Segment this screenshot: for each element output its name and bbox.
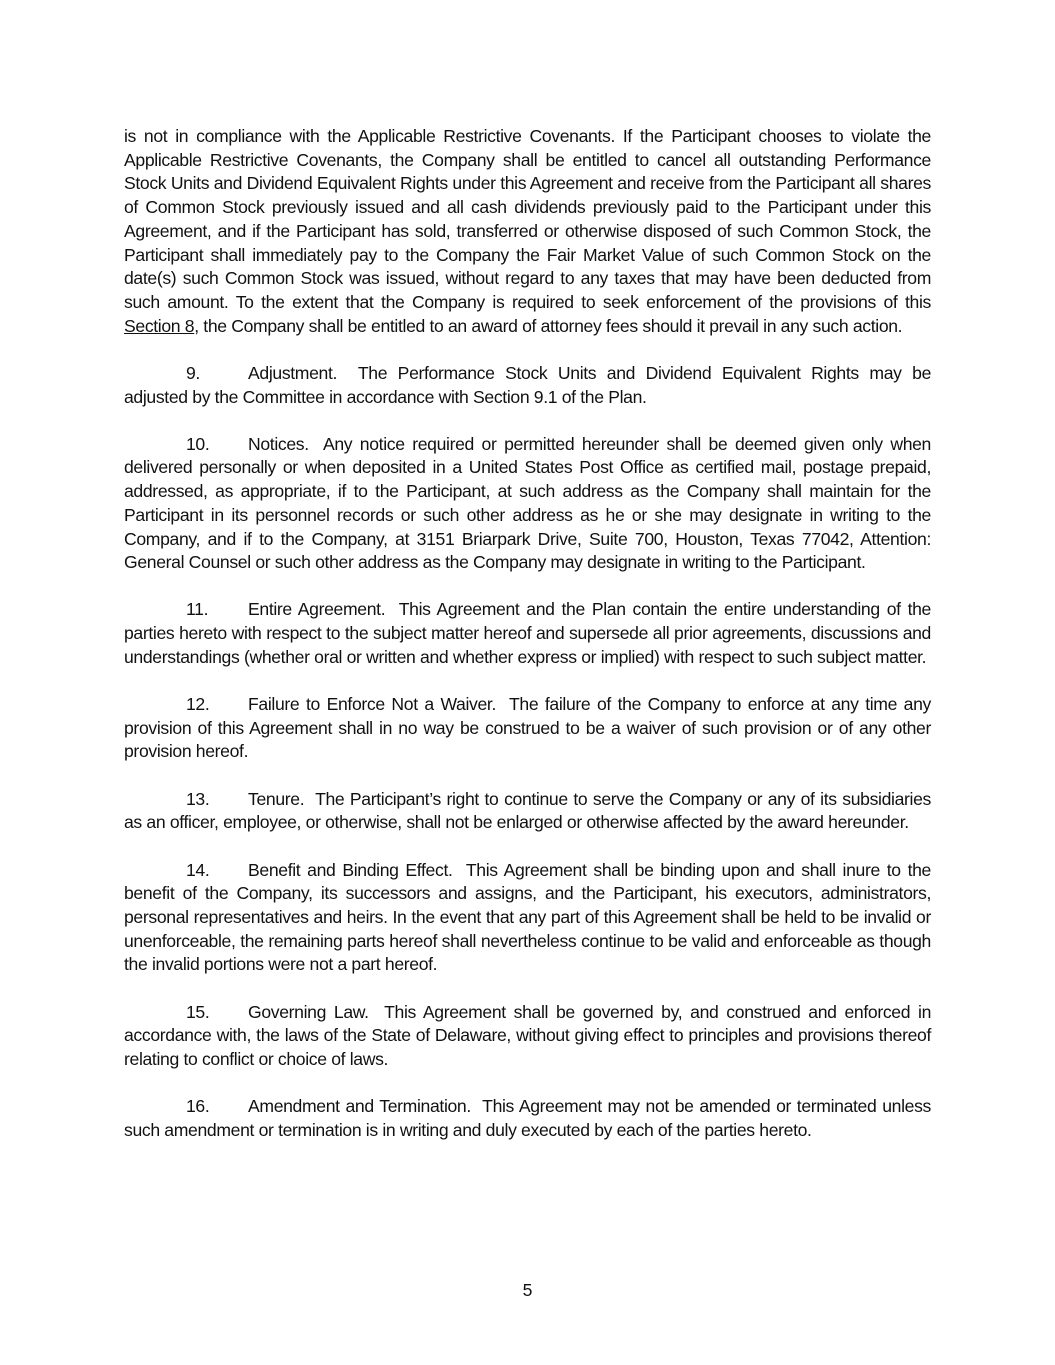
section-body: The failure of the Company to enforce at any time any provision of this Agreement shall in no way be construed to be a waiver of such provision or of any other provision hereof. xyxy=(124,694,931,762)
section-heading: Tenure. xyxy=(248,788,305,809)
section-body: Any notice required or permitted hereunder shall be deemed given only when delivered personally or when deposited in a United States Post Office as certified mail, postage prepaid, addressed, as appropriate, if to the Participant, at such address as the Company shall maintain for the Participant in its personnel records or such other address as he or she may designate in writing to the Company, and if to the Company, at 3151 Briarpark Drive, Suite 700, Houston, Texas 77042, Attention: General Counsel or such other address as the Company may designate in writing to the Participant. xyxy=(124,433,931,573)
section-number: 14. xyxy=(186,859,210,880)
section-11 xyxy=(124,598,931,669)
section-body: The Performance Stock Units and Dividend Equivalent Rights may be adjusted by the Committee in accordance with Section 9.1 of the Plan. xyxy=(124,362,932,407)
continuation-paragraph xyxy=(124,125,931,338)
section-heading: Notices. xyxy=(248,433,309,454)
section-number: 11. xyxy=(186,599,209,620)
section-heading: Governing Law. xyxy=(248,1001,369,1022)
section-10 xyxy=(124,433,931,575)
section-heading: Benefit and Binding Effect. xyxy=(248,859,453,880)
section-16 xyxy=(124,1095,931,1142)
page-number: 5 xyxy=(522,1280,533,1300)
section-13 xyxy=(124,788,931,835)
continuation-text: is not in compliance with the Applicable Restrictive Covenants. If the Participant chooses to violate the Applicable Restrictive Covenants, the Company shall be entitled to cancel all outstanding Performance Stock Units and Dividend Equivalent Rights under this Agreement and receive from the Participant all shares of Common Stock previously issued and all cash dividends previously paid to the Participant under this Agreement, and if the Participant has sold, transferred or otherwise disposed of such Common Stock, the Participant shall immediately pay to the Company the Fair Market Value of such Common Stock on the date(s) such Common Stock was issued, without regard to any taxes that may have been deducted from such amount. To the extent that the Company is required to seek enforcement of the provisions of this xyxy=(124,126,931,312)
section-number: 13. xyxy=(186,788,210,809)
section-8-reference: Section 8 xyxy=(124,315,195,336)
section-number: 10. xyxy=(186,433,210,454)
section-heading: Failure to Enforce Not a Waiver. xyxy=(248,694,497,715)
section-heading: Entire Agreement. xyxy=(248,599,386,620)
section-number: 16. xyxy=(186,1096,210,1117)
section-heading: Adjustment. xyxy=(248,362,338,383)
section-9 xyxy=(124,362,931,409)
section-heading: Amendment and Termination. xyxy=(248,1096,471,1117)
section-body: The Participant’s right to continue to serve the Company or any of its subsidiaries as an officer, employee, or otherwise, shall not be enlarged or otherwise affected by the award hereunder. xyxy=(124,788,931,833)
continuation-text-end: , the Company shall be entitled to an award of attorney fees should it prevail in any such action. xyxy=(194,315,903,336)
section-15 xyxy=(124,1001,931,1072)
section-body: This Agreement shall be binding upon and shall inure to the benefit of the Company, its successors and assigns, and the Participant, his executors, administrators, personal representatives and heirs. In the event that any part of this Agreement shall be held to be invalid or unenforceable, the remaining parts hereof shall nevertheless continue to be valid and enforceable as though the invalid portions were not a part hereof. xyxy=(124,859,931,975)
section-12 xyxy=(124,693,931,764)
section-number: 9. xyxy=(186,362,200,383)
section-body: This Agreement may not be amended or terminated unless such amendment or termination is in writing and duly executed by each of the parties hereto. xyxy=(124,1096,931,1140)
section-body: This Agreement and the Plan contain the entire understanding of the parties hereto with respect to the subject matter hereof and supersede all prior agreements, discussions and understandings (whether oral or written and whether express or implied) with respect to such subject matter. xyxy=(124,599,931,667)
section-number: 12. xyxy=(186,694,210,715)
section-14 xyxy=(124,859,931,978)
section-number: 15. xyxy=(186,1001,210,1022)
document-page xyxy=(124,125,931,1166)
section-body: This Agreement shall be governed by, and construed and enforced in accordance with, the laws of the State of Delaware, without giving effect to principles and provisions thereof relating to conflict or choice of laws. xyxy=(124,1001,932,1069)
